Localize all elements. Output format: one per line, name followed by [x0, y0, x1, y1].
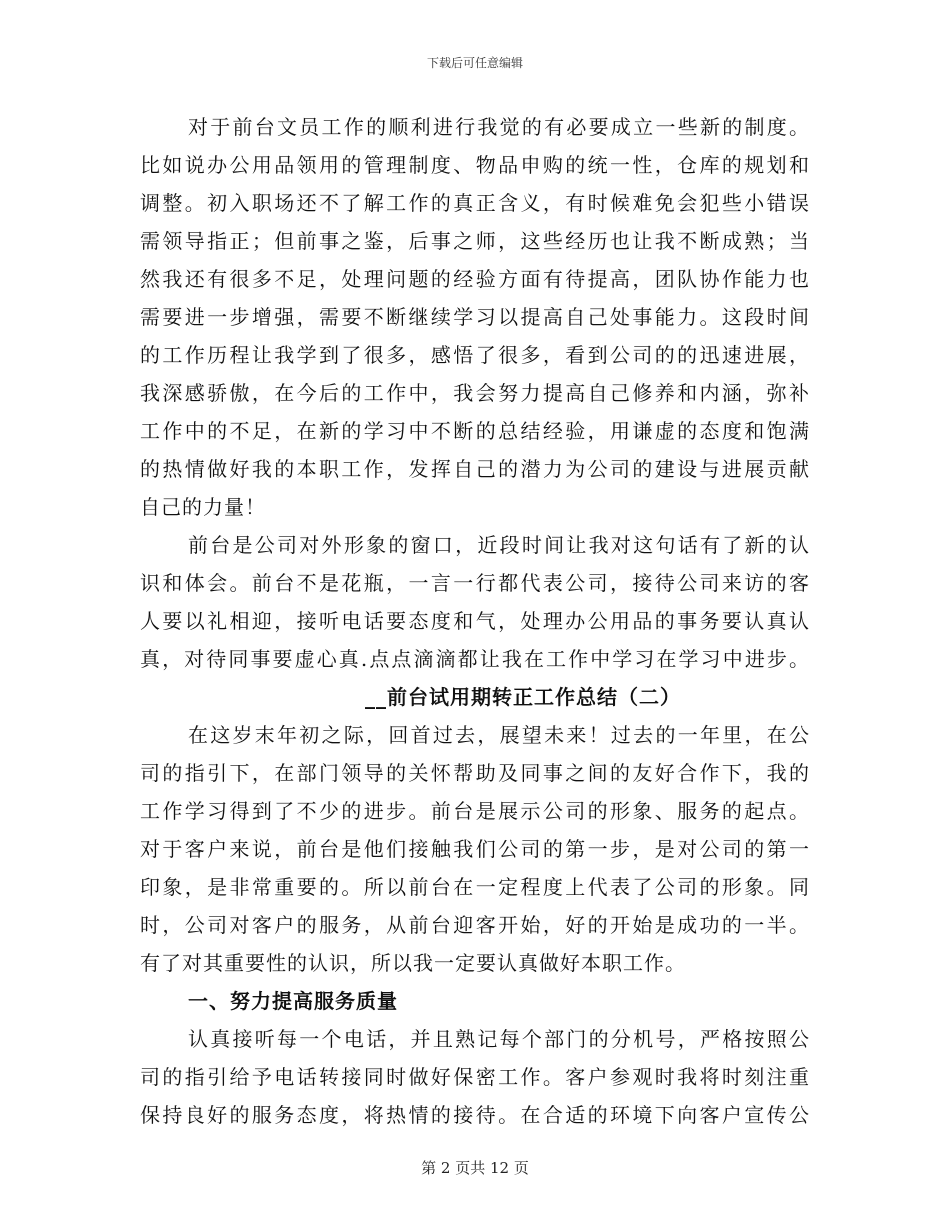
- subsection-heading: 一、努力提高服务质量: [188, 989, 398, 1013]
- text-line: 认真接听每一个电话，并且熟记每个部门的分机号，严格按照公: [188, 1027, 810, 1051]
- text-line: 我深感骄傲，在今后的工作中，我会努力提高自己修养和内涵，弥补: [140, 381, 810, 405]
- page-footer: 第 2 页共 12 页: [421, 1159, 529, 1177]
- page-header: 下载后可任意编辑: [426, 56, 523, 70]
- text-line: 的热情做好我的本职工作，发挥自己的潜力为公司的建设与进展贡献: [140, 457, 810, 481]
- text-line: 印象，是非常重要的。所以前台在一定程度上代表了公司的形象。同: [140, 875, 810, 899]
- text-line: 比如说办公用品领用的管理制度、物品申购的统一性，仓库的规划和: [140, 153, 810, 177]
- text-line: 有了对其重要性的认识，所以我一定要认真做好本职工作。: [140, 951, 686, 975]
- text-line: 司的指引给予电话转接同时做好保密工作。客户参观时我将时刻注重: [140, 1065, 810, 1089]
- text-line: 前台是公司对外形象的窗口，近段时间让我对这句话有了新的认: [188, 533, 810, 557]
- text-line: 需领导指正；但前事之鉴，后事之师，这些经历也让我不断成熟；当: [140, 229, 810, 253]
- text-line: 保持良好的服务态度，将热情的接待。在合适的环境下向客户宣传公: [140, 1103, 810, 1127]
- text-line: 人要以礼相迎，接听电话要态度和气，处理办公用品的事务要认真认: [140, 609, 810, 633]
- text-line: 时，公司对客户的服务，从前台迎客开始，好的开始是成功的一半。: [140, 913, 810, 937]
- text-line: 调整。初入职场还不了解工作的真正含义，有时候难免会犯些小错误: [140, 191, 810, 215]
- section-title: __前台试用期转正工作总结（二）: [365, 685, 681, 709]
- text-line: 司的指引下，在部门领导的关怀帮助及同事之间的友好合作下，我的: [140, 761, 810, 785]
- text-line: 工作中的不足，在新的学习中不断的总结经验，用谦虚的态度和饱满: [140, 419, 810, 443]
- text-line: 然我还有很多不足，处理问题的经验方面有待提高，团队协作能力也: [140, 267, 810, 291]
- text-line: 识和体会。前台不是花瓶，一言一行都代表公司，接待公司来访的客: [140, 571, 810, 595]
- text-line: 对于前台文员工作的顺利进行我觉的有必要成立一些新的制度。: [188, 115, 810, 139]
- text-line: 需要进一步增强，需要不断继续学习以提高自己处事能力。这段时间: [140, 305, 810, 329]
- text-line: 对于客户来说，前台是他们接触我们公司的第一步，是对公司的第一: [140, 837, 810, 861]
- text-line: 在这岁末年初之际，回首过去，展望未来！过去的一年里，在公: [188, 723, 810, 747]
- document-body: [140, 108, 810, 1134]
- text-line: 工作学习得到了不少的进步。前台是展示公司的形象、服务的起点。: [140, 799, 810, 823]
- text-line: 自己的力量！: [140, 495, 266, 519]
- text-line: 的工作历程让我学到了很多，感悟了很多，看到公司的的迅速进展，: [140, 343, 810, 367]
- text-line: 真，对待同事要虚心真.点点滴滴都让我在工作中学习在学习中进步。: [140, 647, 810, 671]
